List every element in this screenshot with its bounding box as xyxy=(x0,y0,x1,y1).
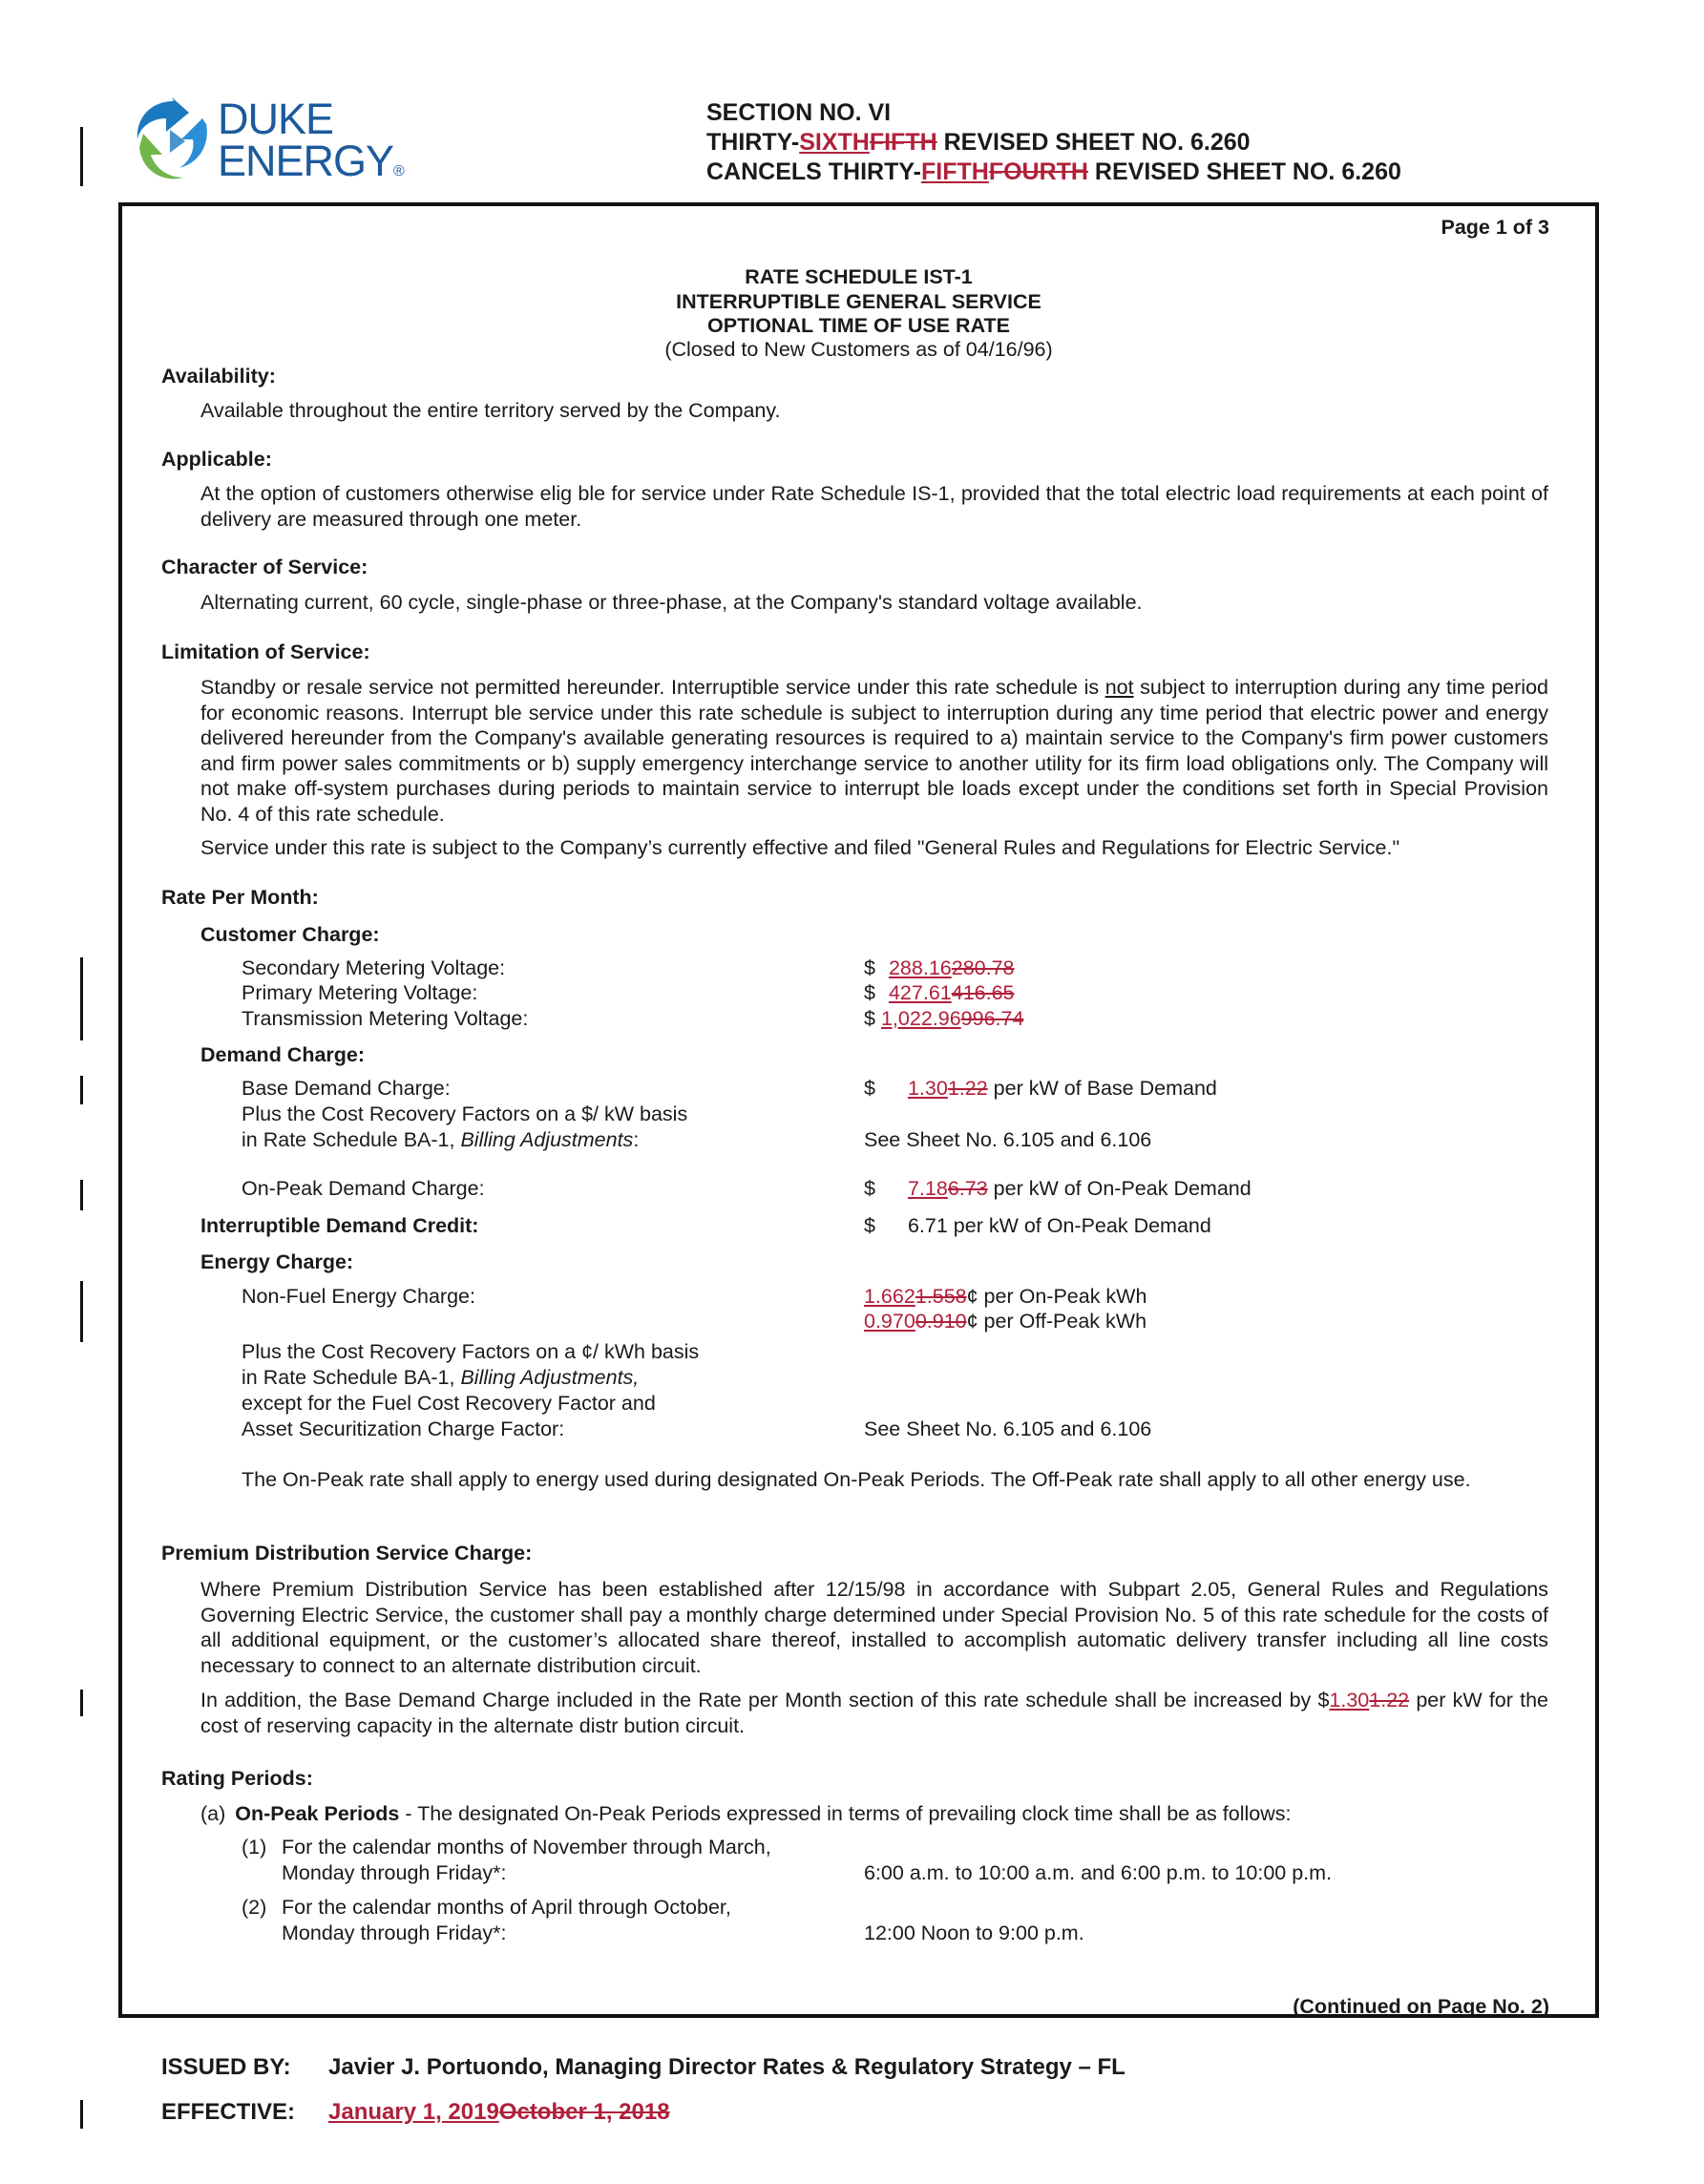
transmission-label: Transmission Metering Voltage: xyxy=(242,1007,529,1030)
section-number: SECTION NO. VI xyxy=(706,99,892,126)
customer-charge-heading: Customer Charge: xyxy=(200,923,380,946)
period-1-time: 6:00 a.m. to 10:00 a.m. and 6:00 p.m. to 10:00 p.m. xyxy=(864,1861,1333,1884)
plus-l2-italic: Billing Adjustments xyxy=(460,1128,634,1151)
cancels-inserted: FIFTH xyxy=(921,158,989,185)
secondary-new: 288.16 xyxy=(888,956,952,979)
base-demand-old: 1.22 xyxy=(947,1077,988,1100)
duke-energy-logo xyxy=(130,95,416,187)
logo-energy-word: ENERGY xyxy=(218,136,394,185)
plus2-line-2 xyxy=(242,1366,639,1390)
title-line-3: OPTIONAL TIME OF USE RATE xyxy=(707,314,1010,337)
transmission-value xyxy=(864,1007,1023,1031)
interruptible-credit-amount: 6.71 per kW of On-Peak Demand xyxy=(907,1214,1211,1237)
onpeak-demand-new: 7.18 xyxy=(907,1177,948,1200)
issued-by-value: Javier J. Portuondo, Managing Director Rates & Regulatory Strategy – FL xyxy=(328,2054,1125,2080)
title-line-1: RATE SCHEDULE IST-1 xyxy=(745,265,973,288)
nonfuel-offpeak-old: 0.910 xyxy=(915,1310,967,1333)
character-heading: Character of Service: xyxy=(161,556,368,578)
revised-prefix: THIRTY- xyxy=(706,129,800,156)
nonfuel-onpeak-value xyxy=(864,1285,1147,1309)
transmission-new: 1,022.96 xyxy=(880,1007,961,1030)
limitation-p1-start: Standby or resale service not permitted hereunder. Interruptible service under this rate schedule is xyxy=(200,676,1105,699)
see-sheet-2: See Sheet No. 6.105 and 6.106 xyxy=(864,1418,1152,1440)
period-2-line-1: For the calendar months of April through October, xyxy=(282,1896,731,1919)
secondary-old: 280.78 xyxy=(951,956,1015,979)
revised-inserted: SIXTH xyxy=(799,129,870,156)
applicable-heading: Applicable: xyxy=(161,448,272,471)
period-2-line-2: Monday through Friday*: xyxy=(282,1922,507,1944)
revision-bar xyxy=(80,1076,83,1104)
see-sheet-1: See Sheet No. 6.105 and 6.106 xyxy=(864,1128,1152,1151)
nonfuel-onpeak-old: 1.558 xyxy=(915,1285,967,1308)
logo-text-energy xyxy=(218,136,404,194)
premium-p2-end: per kW for the cost of reserving capacity in the alternate distr bution circuit. xyxy=(200,1689,1548,1737)
secondary-label: Secondary Metering Voltage: xyxy=(242,956,506,979)
base-demand-unit: per kW of Base Demand xyxy=(987,1077,1217,1100)
nonfuel-offpeak-value xyxy=(864,1310,1147,1334)
premium-paragraph-1: Where Premium Distribution Service has been established after 12/15/98 in accordance with Subpart 2.05, General Rules and Regulations Governing Electric Service, the customer shall pay a monthly charge determined under Special Provision No. 5 of this rate schedule for the costs of all additional equipment, or the customer’s allocated share thereof, installed to accomplish automatic delivery transfer including all line costs necessary to connect to an alternate distribution circuit. xyxy=(200,1578,1548,1677)
revised-sheet-line xyxy=(706,128,1251,158)
logo-text-duke: DUKE xyxy=(218,94,334,143)
revision-bar xyxy=(80,1180,83,1210)
applicable-text: At the option of customers otherwise elig ble for service under Rate Schedule IS-1, provided that the total electric load requirements at each point of delivery are measured through one meter. xyxy=(200,482,1548,531)
onpeak-demand-value xyxy=(864,1177,1252,1201)
currency-symbol: $ xyxy=(864,956,875,979)
plus2-l2-a: in Rate Schedule BA-1, xyxy=(242,1366,461,1389)
primary-new: 427.61 xyxy=(888,981,952,1004)
onpeak-demand-old: 6.73 xyxy=(947,1177,988,1200)
limitation-p1-end: subject to interruption during any time period for economic reasons. Interrupt ble service under this rate schedule is subject to interruption during any time period that electric power and energy delivered hereunder from the Company's available generating resources is required to a) maintain service to the Company's firm power customers and firm power sales commitments or b) supply emergency interchange service to another utility for its firm load obligations only. The Company will not make off-system purchases during periods to maintain service to interrupt ble loads except under the conditions set forth in Special Provision No. 4 of this rate schedule. xyxy=(200,676,1548,826)
availability-heading: Availability: xyxy=(161,365,276,388)
character-text: Alternating current, 60 cycle, single-phase or three-phase, at the Company's standard voltage available. xyxy=(200,591,1143,614)
plus2-line-4: Asset Securitization Charge Factor: xyxy=(242,1418,565,1440)
revision-bar xyxy=(80,127,83,186)
plus-cost-recovery-line-2 xyxy=(242,1128,639,1152)
cancels-prefix: CANCELS THIRTY- xyxy=(706,158,921,185)
rating-heading: Rating Periods: xyxy=(161,1767,313,1790)
onpeak-note: The On-Peak rate shall apply to energy used during designated On-Peak Periods. The Off-Peak rate shall apply to all other energy use. xyxy=(242,1468,1471,1491)
limitation-paragraph-1 xyxy=(200,675,1548,827)
limitation-heading: Limitation of Service: xyxy=(161,640,370,663)
title-line-4: (Closed to New Customers as of 04/16/96) xyxy=(664,338,1053,361)
base-demand-label: Base Demand Charge: xyxy=(242,1077,451,1100)
cancels-sheet-line xyxy=(706,158,1401,187)
nonfuel-onpeak-new: 1.662 xyxy=(864,1285,915,1308)
effective-old-date: October 1, 2018 xyxy=(498,2099,670,2125)
revision-bar xyxy=(80,1690,83,1716)
limitation-not: not xyxy=(1104,676,1134,699)
rate-heading: Rate Per Month: xyxy=(161,886,319,909)
transmission-old: 996.74 xyxy=(960,1007,1024,1030)
revision-bar xyxy=(80,2100,83,2129)
premium-paragraph-2 xyxy=(200,1688,1548,1738)
primary-value xyxy=(864,981,1015,1005)
nonfuel-offpeak-unit: ¢ per Off-Peak kWh xyxy=(966,1310,1147,1333)
revision-bar xyxy=(80,957,83,1040)
plus2-line-1: Plus the Cost Recovery Factors on a ¢/ kWh basis xyxy=(242,1340,700,1363)
period-1-line-2: Monday through Friday*: xyxy=(282,1861,507,1884)
currency-symbol: $ xyxy=(864,1214,875,1237)
onpeak-demand-label: On-Peak Demand Charge: xyxy=(242,1177,485,1200)
premium-p2-start: In addition, the Base Demand Charge included in the Rate per Month section of this rate schedule shall be increased by $ xyxy=(200,1689,1330,1712)
period-2-time: 12:00 Noon to 9:00 p.m. xyxy=(864,1922,1084,1944)
currency-symbol: $ xyxy=(864,1007,875,1030)
effective-label: EFFECTIVE: xyxy=(161,2099,296,2125)
plus2-line-3: except for the Fuel Cost Recovery Factor and xyxy=(242,1392,656,1415)
demand-charge-heading: Demand Charge: xyxy=(200,1043,366,1066)
currency-symbol: $ xyxy=(864,1177,875,1200)
plus2-l2-italic: Billing Adjustments, xyxy=(460,1366,640,1389)
secondary-value xyxy=(864,956,1015,980)
page-label: Page 1 of 3 xyxy=(1441,216,1549,239)
plus-cost-recovery-line-1: Plus the Cost Recovery Factors on a $/ kW basis xyxy=(242,1102,688,1125)
interruptible-credit-label: Interruptible Demand Credit: xyxy=(200,1214,479,1237)
revision-bar xyxy=(80,1281,83,1342)
nonfuel-onpeak-unit: ¢ per On-Peak kWh xyxy=(966,1285,1147,1308)
onpeak-periods-line xyxy=(200,1802,1291,1826)
plus-l2-a: in Rate Schedule BA-1, xyxy=(242,1128,461,1151)
cancels-suffix: REVISED SHEET NO. 6.260 xyxy=(1087,158,1401,185)
cancels-deleted: FOURTH xyxy=(988,158,1088,185)
period-1-number: (1) xyxy=(242,1836,267,1858)
issued-by-label: ISSUED BY: xyxy=(161,2054,291,2080)
onpeak-periods-text: - The designated On-Peak Periods expressed in terms of prevailing clock time shall be as follows: xyxy=(399,1802,1292,1825)
limitation-paragraph-2: Service under this rate is subject to the Company’s currently effective and filed "General Rules and Regulations for Electric Service." xyxy=(200,836,1400,859)
plus-l2-b: : xyxy=(633,1128,640,1151)
premium-p2-old: 1.22 xyxy=(1369,1689,1410,1712)
period-1-line-1: For the calendar months of November through March, xyxy=(282,1836,771,1858)
base-demand-value xyxy=(864,1077,1217,1101)
currency-symbol: $ xyxy=(864,1077,875,1100)
interruptible-credit-value xyxy=(864,1214,1211,1238)
nonfuel-label: Non-Fuel Energy Charge: xyxy=(242,1285,475,1308)
currency-symbol: $ xyxy=(864,981,875,1004)
premium-heading: Premium Distribution Service Charge: xyxy=(161,1542,533,1564)
nonfuel-offpeak-new: 0.970 xyxy=(864,1310,915,1333)
registered-mark: ® xyxy=(393,163,404,179)
continued-note: (Continued on Page No. 2) xyxy=(1293,1995,1549,2018)
revised-deleted: FIFTH xyxy=(869,129,937,156)
revised-suffix: REVISED SHEET NO. 6.260 xyxy=(936,129,1251,156)
availability-text: Available throughout the entire territory served by the Company. xyxy=(200,399,781,422)
effective-new-date: January 1, 2019 xyxy=(328,2099,499,2125)
energy-charge-heading: Energy Charge: xyxy=(200,1250,354,1273)
onpeak-periods-title: On-Peak Periods xyxy=(235,1802,400,1825)
title-line-2: INTERRUPTIBLE GENERAL SERVICE xyxy=(676,290,1041,313)
base-demand-new: 1.30 xyxy=(907,1077,948,1100)
period-2-number: (2) xyxy=(242,1896,267,1919)
onpeak-demand-unit: per kW of On-Peak Demand xyxy=(987,1177,1252,1200)
duke-energy-logo-icon xyxy=(130,95,216,187)
premium-p2-new: 1.30 xyxy=(1329,1689,1370,1712)
primary-old: 416.65 xyxy=(951,981,1015,1004)
item-a-label: (a) xyxy=(200,1802,226,1825)
effective-value xyxy=(328,2099,670,2126)
primary-label: Primary Metering Voltage: xyxy=(242,981,478,1004)
